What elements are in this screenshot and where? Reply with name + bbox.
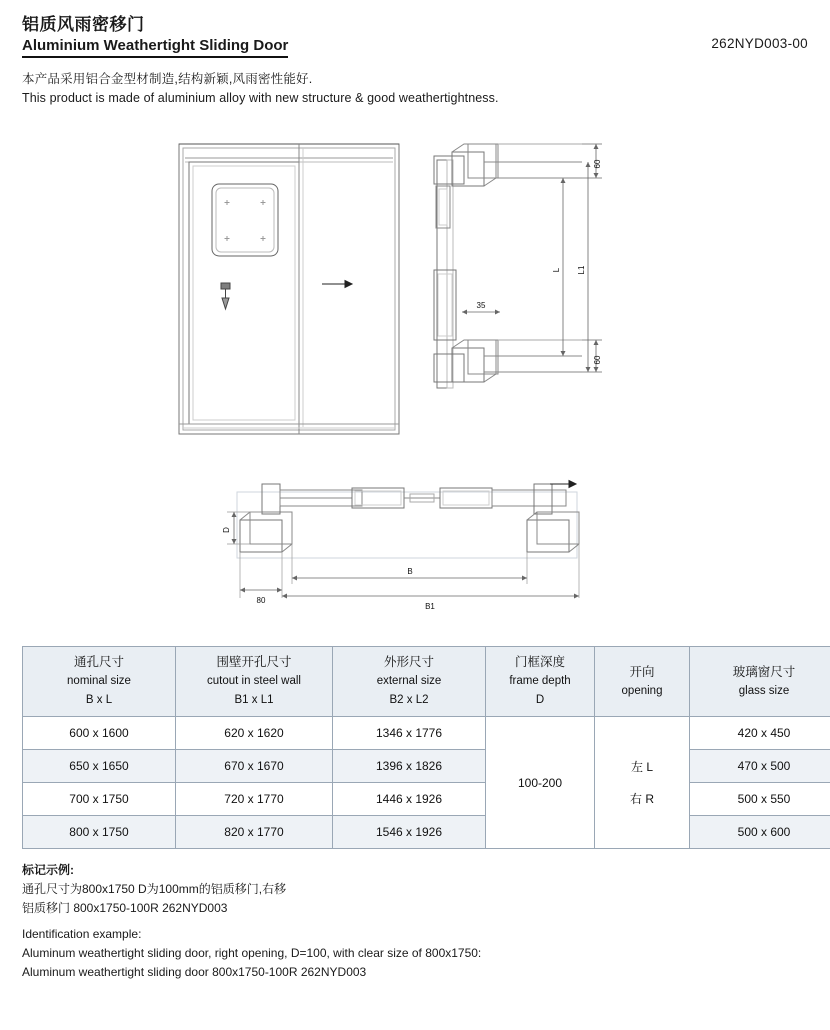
specification-table xyxy=(22,646,830,849)
cell-cutout: 670 x 1670 xyxy=(176,750,333,783)
cell-nominal: 600 x 1600 xyxy=(23,717,176,750)
cell-opening xyxy=(595,717,690,849)
dim-label-60-bottom: 60 xyxy=(593,355,602,365)
cell-cutout: 620 x 1620 xyxy=(176,717,333,750)
cell-frame-depth: 100-200 xyxy=(486,717,595,849)
opening-spacer xyxy=(597,777,687,789)
note-cn-line2: 铝质移门 800x1750-100R 262NYD003 xyxy=(22,901,228,915)
identification-notes xyxy=(22,861,808,982)
table-head xyxy=(23,647,830,717)
table-header-row xyxy=(23,647,830,717)
th-glass-size xyxy=(690,647,830,717)
th-cutout-sym: B1 x L1 xyxy=(234,694,274,706)
note-en-line1: Aluminum weathertight sliding door, right opening, D=100, with clear size of 800x1750: xyxy=(22,946,482,960)
description xyxy=(22,70,808,108)
document-header xyxy=(22,0,808,108)
cell-external: 1346 x 1776 xyxy=(333,717,486,750)
th-depth-cn: 门框深度 xyxy=(514,655,565,669)
cell-cutout: 720 x 1770 xyxy=(176,783,333,816)
dim-label-60-top: 60 xyxy=(593,159,602,169)
note-title-en: Identification example: xyxy=(22,927,142,941)
cell-external: 1446 x 1926 xyxy=(333,783,486,816)
dim-label-b: B xyxy=(407,567,413,576)
dim-label-b1: B1 xyxy=(425,602,435,611)
note-spacer xyxy=(22,918,808,925)
dim-label-d: D xyxy=(222,527,231,533)
th-cutout-en: cutout in steel wall xyxy=(207,675,301,687)
description-en: This product is made of aluminium alloy with new structure & good weathertightness. xyxy=(22,91,499,105)
th-opening-cn: 开向 xyxy=(629,664,655,679)
cell-nominal: 800 x 1750 xyxy=(23,816,176,849)
cell-nominal: 650 x 1650 xyxy=(23,750,176,783)
dim-label-l1: L1 xyxy=(577,265,586,275)
dim-label-80: 80 xyxy=(256,596,266,605)
th-nominal-cn: 通孔尺寸 xyxy=(73,655,124,669)
document-code: 262NYD003-00 xyxy=(711,36,808,51)
door-handle xyxy=(221,283,230,309)
description-cn: 本产品采用铝合金型材制造,结构新颖,风雨密性能好. xyxy=(22,72,313,86)
th-external-cn: 外形尺寸 xyxy=(383,655,434,669)
cell-glass: 470 x 500 xyxy=(690,750,830,783)
technical-drawings xyxy=(22,122,808,642)
cell-glass: 500 x 600 xyxy=(690,816,830,849)
table-row xyxy=(23,750,830,783)
th-cutout-size xyxy=(176,647,333,717)
plan-view xyxy=(227,481,579,599)
title-block xyxy=(22,14,288,58)
th-cutout-cn: 围壁开孔尺寸 xyxy=(216,655,292,669)
note-en-line2: Aluminum weathertight sliding door 800x1750-100R 262NYD003 xyxy=(22,965,367,979)
opening-right: 右 R xyxy=(629,791,654,806)
th-depth-sym: D xyxy=(535,694,545,706)
th-glass-cn: 玻璃窗尺寸 xyxy=(732,664,796,679)
th-external-sym: B2 x L2 xyxy=(389,694,429,706)
th-depth-en: frame depth xyxy=(509,675,571,687)
table-body xyxy=(23,717,830,849)
table-row xyxy=(23,717,830,750)
table-row xyxy=(23,816,830,849)
cell-nominal: 700 x 1750 xyxy=(23,783,176,816)
cell-external: 1396 x 1826 xyxy=(333,750,486,783)
th-opening xyxy=(595,647,690,717)
page-title-en: Aluminium Weathertight Sliding Door xyxy=(22,37,289,54)
elevation-view xyxy=(179,144,399,434)
cell-external: 1546 x 1926 xyxy=(333,816,486,849)
opening-direction-arrow xyxy=(322,281,352,288)
opening-left: 左 L xyxy=(630,759,653,774)
drawing-canvas xyxy=(22,122,808,642)
th-nominal-size xyxy=(23,647,176,717)
th-glass-en: glass size xyxy=(738,684,790,697)
th-external-size xyxy=(333,647,486,717)
th-frame-depth xyxy=(486,647,595,717)
note-title-cn: 标记示例: xyxy=(22,863,74,877)
th-nominal-en: nominal size xyxy=(67,675,131,687)
cell-glass: 500 x 550 xyxy=(690,783,830,816)
table-row xyxy=(23,783,830,816)
th-opening-en: opening xyxy=(621,684,663,697)
dim-label-35: 35 xyxy=(476,301,486,310)
note-cn-line1: 通孔尺寸为800x1750 D为100mm的铝质移门,右移 xyxy=(22,882,287,896)
cell-cutout: 820 x 1770 xyxy=(176,816,333,849)
cell-glass: 420 x 450 xyxy=(690,717,830,750)
th-external-en: external size xyxy=(376,675,442,687)
dim-label-l: L xyxy=(552,267,561,273)
page-title-cn: 铝质风雨密移门 xyxy=(22,15,145,34)
th-nominal-sym: B x L xyxy=(85,694,113,706)
